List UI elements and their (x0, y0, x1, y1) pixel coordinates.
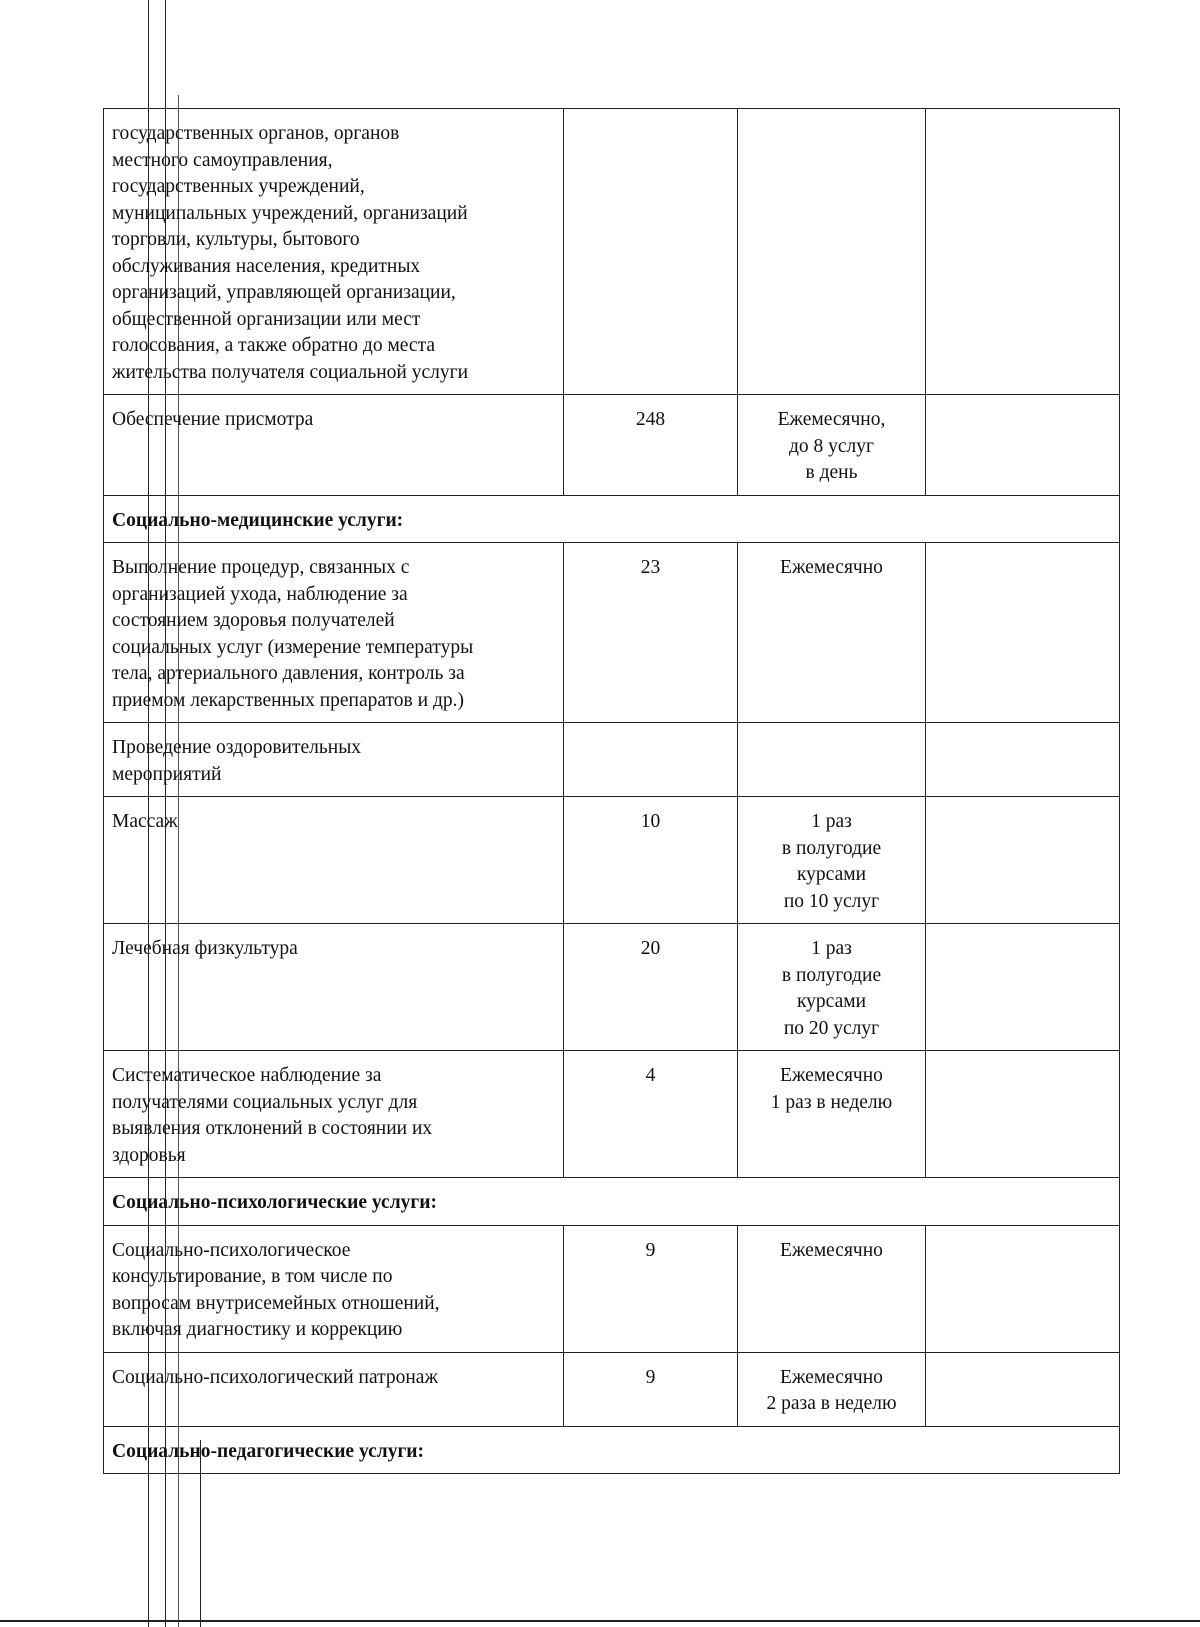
table-row (104, 1352, 1120, 1426)
table-row (104, 723, 1120, 797)
service-frequency (738, 723, 926, 797)
service-name: Систематическое наблюдение за получателями социальных услуг для выявления отклонений в состоянии их здоровья (104, 1051, 564, 1178)
service-frequency: Ежемесячно 2 раза в неделю (738, 1352, 926, 1426)
section-title: Социально-психологические услуги: (104, 1178, 1120, 1226)
notes-cell (926, 1352, 1120, 1426)
table-row (104, 109, 1120, 395)
service-frequency: 1 раз в полугодие курсами по 20 услуг (738, 924, 926, 1051)
service-name: Лечебная физкультура (104, 924, 564, 1051)
services-table (103, 108, 1120, 1474)
table-row (104, 1051, 1120, 1178)
service-frequency: 1 раз в полугодие курсами по 10 услуг (738, 797, 926, 924)
table-row (104, 1225, 1120, 1352)
service-frequency: Ежемесячно (738, 543, 926, 723)
service-count: 248 (564, 395, 738, 496)
notes-cell (926, 109, 1120, 395)
notes-cell (926, 395, 1120, 496)
service-name: Обеспечение присмотра (104, 395, 564, 496)
service-frequency: Ежемесячно (738, 1225, 926, 1352)
service-name: Социально-психологическое консультирование, в том числе по вопросам внутрисемейных отношений, включая диагностику и коррекцию (104, 1225, 564, 1352)
notes-cell (926, 797, 1120, 924)
section-row (104, 495, 1120, 543)
table-row (104, 395, 1120, 496)
service-name: Социально-психологический патронаж (104, 1352, 564, 1426)
table-row (104, 543, 1120, 723)
service-frequency: Ежемесячно, до 8 услуг в день (738, 395, 926, 496)
section-title: Социально-педагогические услуги: (104, 1426, 1120, 1474)
service-frequency (738, 109, 926, 395)
service-frequency: Ежемесячно 1 раз в неделю (738, 1051, 926, 1178)
scan-line (0, 1620, 1200, 1622)
section-row (104, 1426, 1120, 1474)
notes-cell (926, 543, 1120, 723)
notes-cell (926, 924, 1120, 1051)
service-count: 20 (564, 924, 738, 1051)
service-name: Проведение оздоровительных мероприятий (104, 723, 564, 797)
service-name: государственных органов, органов местного самоуправления, государственных учреждений, муниципальных учреждений, организаций торговли, культуры, бытового обслуживания населения, кредитных организаций, управляющей организации, общественной организации или мест голосования, а также обратно до места жительства получателя социальной услуги (104, 109, 564, 395)
table-row (104, 797, 1120, 924)
service-count: 9 (564, 1352, 738, 1426)
service-count: 4 (564, 1051, 738, 1178)
service-count: 9 (564, 1225, 738, 1352)
service-count (564, 109, 738, 395)
notes-cell (926, 1051, 1120, 1178)
service-count: 10 (564, 797, 738, 924)
notes-cell (926, 1225, 1120, 1352)
service-count (564, 723, 738, 797)
section-row (104, 1178, 1120, 1226)
notes-cell (926, 723, 1120, 797)
table-row (104, 924, 1120, 1051)
service-name: Выполнение процедур, связанных с организацией ухода, наблюдение за состоянием здоровья получателей социальных услуг (измерение температуры тела, артериального давления, контроль за приемом лекарственных препаратов и др.) (104, 543, 564, 723)
section-title: Социально-медицинские услуги: (104, 495, 1120, 543)
service-count: 23 (564, 543, 738, 723)
service-name: Массаж (104, 797, 564, 924)
